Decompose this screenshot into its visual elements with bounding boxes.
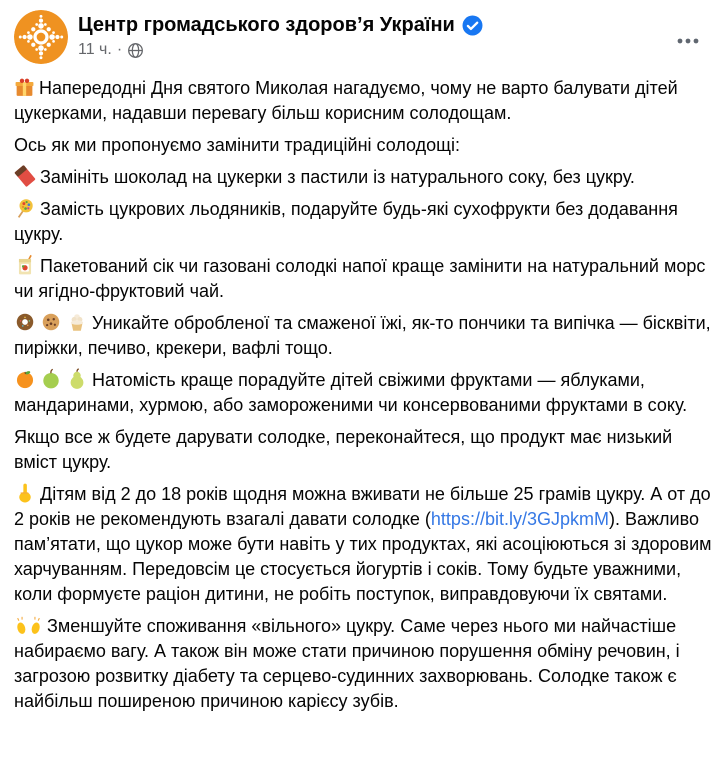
paragraph-baked-goods [14,311,712,361]
pear-emoji-icon [66,368,88,390]
paragraph-text-before-link: Дітям від 2 до 18 років щодня можна вживати не більше 25 грамів цукру. А от до 2 років не рекомендують взагалі давати солодке ( [14,484,711,529]
paragraph-low-sugar [14,425,712,475]
post-meta [78,41,483,59]
ellipsis-icon [676,37,700,45]
paragraph-lollipop [14,197,712,247]
post-menu-button[interactable] [670,26,706,56]
gift-emoji-icon [14,77,35,98]
juice-box-emoji-icon [14,254,36,276]
header-info [78,10,483,59]
external-link[interactable]: https://bit.ly/3GJpkmM [430,509,609,529]
chocolate-emoji-icon [14,165,36,187]
meta-separator: · [116,41,123,58]
index-pointing-up-emoji-icon [14,482,36,504]
post-content [0,64,728,714]
page-avatar[interactable] [14,10,68,64]
paragraph-sugar-limits [14,482,712,607]
globe-icon [127,41,144,59]
paragraph-intro [14,133,712,158]
paragraph-gift [14,76,712,126]
post-header [0,0,728,64]
paragraph-text-after-link: ). Важливо пам’ятати, що цукор може бути навіть у тих продуктах, які асоціюються зі здоровим харчуванням. Передовсім це стосується йогуртів і соків. Тому будьте уважними, коли формуєте раціон дитини, не робіть поступок, виправдовуючи їх святами. [14,509,712,604]
paragraph-free-sugar [14,614,712,714]
tangerine-emoji-icon [14,368,36,390]
verified-badge-icon [462,15,483,36]
paragraph-text: Уникайте обробленої та смаженої їжі, як-то пончики та випічка — бісквіти, пиріжки, печиво, крекери, вафлі тощо. [14,313,711,358]
lollipop-emoji-icon [14,197,36,219]
paragraph-text: Замініть шоколад на цукерки з пастили із натурального соку, без цукру. [40,167,635,187]
paragraph-text: Замість цукрових льодяників, подаруйте будь-які сухофрукти без додавання цукру. [14,199,678,244]
donut-emoji-icon [14,311,36,333]
paragraph-text: Якщо все ж будете дарувати солодке, переконайтеся, що продукт має низький вміст цукру. [14,427,673,472]
paragraph-juice [14,254,712,304]
paragraph-fruits [14,368,712,418]
timestamp-link[interactable]: 11 ч. [78,41,112,58]
paragraph-text: Напередодні Дня святого Миколая нагадуємо, чому не варто балувати дітей цукерками, надавши перевагу більш корисним солодощам. [14,78,678,123]
cupcake-emoji-icon [66,311,88,333]
page-name-link[interactable]: Центр громадського здоров’я України [78,14,455,36]
paragraph-text: Пакетований сік чи газовані солодкі напої краще замінити на натуральний морс чи ягідно-фруктовий чай. [14,256,706,301]
paragraph-chocolate [14,165,712,190]
paragraph-text: Натомість краще порадуйте дітей свіжими фруктами — яблуками, мандаринами, хурмою, або замороженими чи консервованими фруктами в соку. [14,370,688,415]
paragraph-text: Зменшуйте споживання «вільного» цукру. Саме через нього ми найчастіше набираємо вагу. А також він може стати причиною порушення обміну речовин, і загрозою розвитку діабету та серцево-судинних захворювань. Солодке також є найбільш поширеною причиною карієсу зубів. [14,616,680,711]
cookie-emoji-icon [40,311,62,333]
paragraph-text: Ось як ми пропонуємо замінити традиційні солодощі: [14,135,460,155]
raising-hands-emoji-icon [14,614,43,636]
green-apple-emoji-icon [40,368,62,390]
